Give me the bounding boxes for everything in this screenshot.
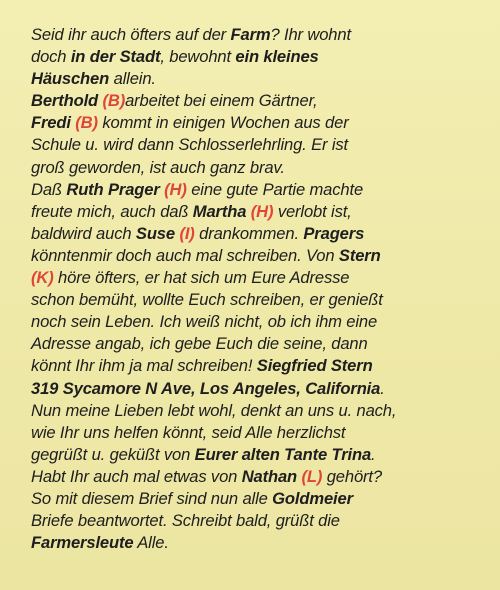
text-segment: könnt Ihr ihm ja mal schreiben! bbox=[31, 356, 257, 376]
bold-name: Eurer alten Tante Trina bbox=[194, 444, 372, 464]
text-segment: . bbox=[380, 378, 385, 398]
text-segment: baldwird auch bbox=[31, 223, 136, 243]
text-segment: ? Ihr wohnt bbox=[270, 25, 351, 44]
letter-line bbox=[31, 157, 493, 179]
letter-line bbox=[31, 90, 493, 112]
letter-line bbox=[31, 444, 493, 466]
bold-name: Suse bbox=[135, 223, 175, 243]
text-segment: allein. bbox=[109, 69, 156, 89]
text-segment: Schule u. wird dann Schlosserlehrling. Er ist bbox=[31, 135, 348, 155]
letter-line bbox=[31, 355, 493, 377]
letter-line bbox=[31, 267, 493, 289]
letter-line bbox=[31, 422, 493, 444]
text-segment: doch bbox=[31, 47, 71, 67]
text-segment: Alle. bbox=[133, 533, 169, 553]
text-segment: Briefe beantwortet. Schreibt bald, grüßt die bbox=[31, 511, 340, 531]
bold-name: Berthold bbox=[31, 91, 99, 111]
bold-name: Pragers bbox=[303, 223, 365, 243]
family-marker: (I) bbox=[179, 223, 195, 243]
family-marker: (B) bbox=[75, 113, 98, 133]
text-segment: . bbox=[371, 444, 376, 464]
family-marker: (B) bbox=[102, 91, 126, 111]
text-segment: kommt in einigen Wochen aus der bbox=[97, 113, 349, 133]
letter-line bbox=[31, 333, 493, 355]
letter-line bbox=[31, 46, 493, 68]
text-segment: , bewohnt bbox=[160, 47, 236, 67]
text-segment: schon bemüht, wollte Euch schreiben, er genießt bbox=[31, 290, 383, 310]
bold-name: Fredi bbox=[31, 113, 71, 133]
letter-line bbox=[31, 179, 493, 201]
text-segment: verlobt ist, bbox=[273, 201, 352, 221]
text-segment: Habt Ihr auch mal etwas von bbox=[31, 466, 242, 486]
bold-name: ein kleines bbox=[235, 47, 319, 67]
letter-line bbox=[31, 488, 493, 510]
letter-line bbox=[31, 510, 493, 532]
letter-line bbox=[31, 289, 493, 311]
letter-line bbox=[31, 466, 493, 488]
text-segment: wie Ihr uns helfen könnt, seid Alle herzlichst bbox=[31, 422, 346, 442]
letter-line bbox=[31, 223, 493, 245]
text-segment: freute mich, auch daß bbox=[31, 201, 193, 221]
bold-name: Häuschen bbox=[31, 69, 110, 89]
text-segment: Daß bbox=[31, 179, 67, 199]
bold-name: Martha bbox=[192, 201, 247, 221]
family-marker: (H) bbox=[250, 201, 274, 221]
text-segment: noch sein Leben. Ich weiß nicht, ob ich ihm eine bbox=[31, 312, 378, 332]
text-segment: gegrüßt u. geküßt von bbox=[31, 444, 195, 464]
text-segment: eine gute Partie machte bbox=[186, 179, 364, 199]
family-marker: (H) bbox=[164, 179, 187, 199]
bold-name: Stern bbox=[338, 245, 381, 265]
letter-line bbox=[31, 201, 493, 223]
letter-line bbox=[31, 24, 493, 46]
text-segment: drankommen. bbox=[194, 223, 304, 243]
letter-line bbox=[31, 400, 493, 422]
bold-name: Farm bbox=[230, 25, 271, 44]
bold-name: in der Stadt bbox=[70, 47, 161, 67]
letter-line bbox=[31, 532, 493, 554]
bold-name: Farmersleute bbox=[31, 533, 134, 553]
bold-name: Siegfried Stern bbox=[256, 356, 373, 376]
text-segment: groß geworden, ist auch ganz brav. bbox=[31, 157, 285, 177]
bold-name: 319 Sycamore N Ave, Los Angeles, California bbox=[31, 378, 381, 398]
text-segment: So mit diesem Brief sind nun alle bbox=[31, 488, 273, 508]
letter-line bbox=[31, 68, 493, 90]
text-segment: könntenmir doch auch mal schreiben. Von bbox=[31, 245, 339, 265]
bold-name: Nathan bbox=[241, 466, 298, 486]
text-segment: arbeitet bei einem Gärtner, bbox=[125, 91, 318, 111]
text-segment: Nun meine Lieben lebt wohl, denkt an uns u. nach, bbox=[31, 400, 397, 420]
letter-line bbox=[31, 112, 493, 134]
text-segment: höre öfters, er hat sich um Eure Adresse bbox=[53, 268, 350, 288]
family-marker: (L) bbox=[301, 466, 323, 486]
text-segment: Seid ihr auch öfters auf der bbox=[31, 25, 231, 44]
letter-line bbox=[31, 311, 493, 333]
text-segment: gehört? bbox=[322, 466, 382, 486]
bold-name: Ruth Prager bbox=[66, 179, 160, 199]
family-marker: (K) bbox=[31, 268, 54, 288]
letter-line bbox=[31, 245, 493, 267]
letter-text bbox=[31, 24, 493, 554]
bold-name: Goldmeier bbox=[272, 488, 353, 508]
letter-line bbox=[31, 378, 493, 400]
letter-line bbox=[31, 134, 493, 156]
text-segment: Adresse angab, ich gebe Euch die seine, dann bbox=[31, 334, 368, 354]
